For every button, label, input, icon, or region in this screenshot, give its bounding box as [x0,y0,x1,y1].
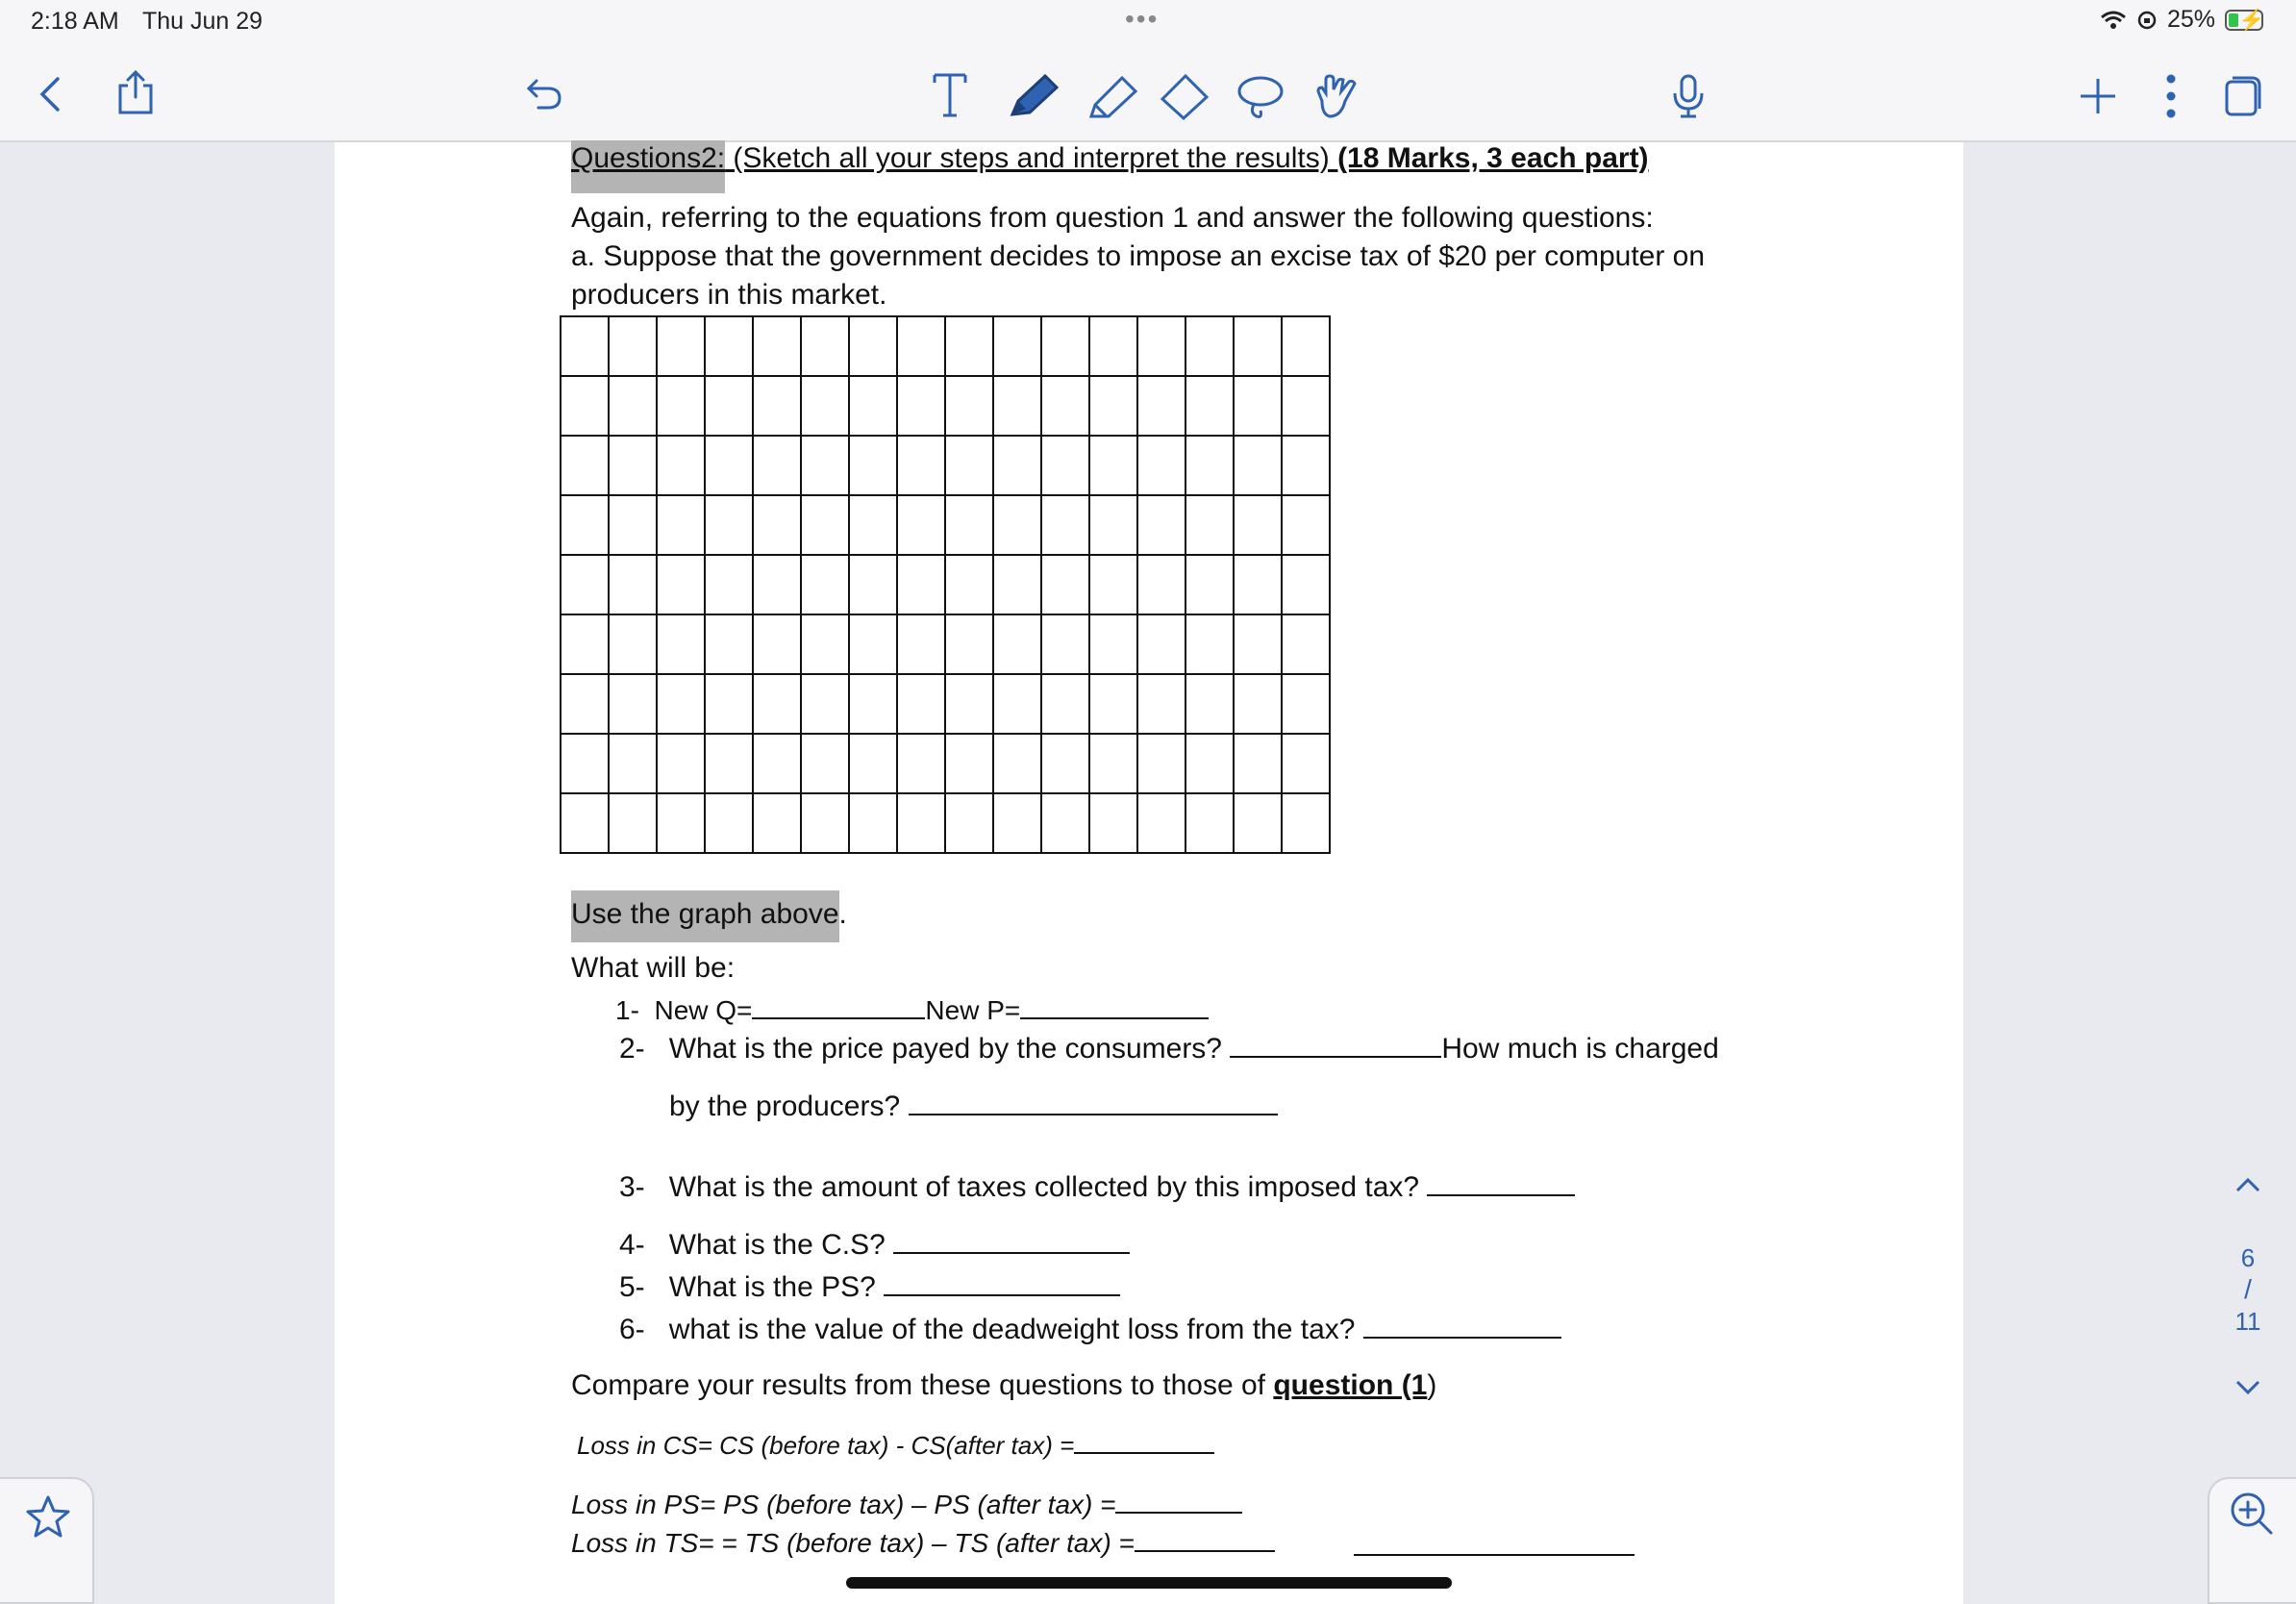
grid-cell[interactable] [1137,614,1185,674]
grid-cell[interactable] [801,376,849,436]
grid-row [561,495,1330,555]
grid-cell[interactable] [1089,436,1137,495]
grid-cell[interactable] [561,555,609,614]
grid-cell[interactable] [1185,674,1234,734]
grid-cell[interactable] [1041,436,1089,495]
orientation-lock-icon [2136,10,2158,31]
grid-cell[interactable] [1282,793,1330,853]
grid-cell[interactable] [657,614,705,674]
grid-cell[interactable] [705,436,753,495]
grid-cell[interactable] [1089,793,1137,853]
grid-cell[interactable] [561,436,609,495]
add-icon[interactable] [2077,75,2119,117]
grid-cell[interactable] [705,793,753,853]
grid-cell[interactable] [1282,734,1330,793]
grid-cell[interactable] [657,376,705,436]
grid-cell[interactable] [801,436,849,495]
grid-cell[interactable] [1234,734,1282,793]
grid-cell[interactable] [705,376,753,436]
grid-cell[interactable] [1185,793,1234,853]
grid-cell[interactable] [897,614,945,674]
pages-icon[interactable] [2221,73,2263,119]
grid-cell[interactable] [849,316,897,376]
grid-cell[interactable] [993,555,1041,614]
grid-cell[interactable] [1137,734,1185,793]
lasso-icon[interactable] [1235,73,1286,123]
document-page[interactable] [335,142,1963,1604]
grid-cell[interactable] [1137,495,1185,555]
question-2: 2- What is the price payed by the consumers? How much is charged [619,1033,1719,1065]
grid-cell[interactable] [849,555,897,614]
more-icon[interactable] [2158,71,2184,121]
grid-cell[interactable] [1185,436,1234,495]
grid-cell[interactable] [897,376,945,436]
loss-cs-answer[interactable] [1074,1431,1214,1454]
question-heading [571,142,1649,175]
grid-cell[interactable] [1234,793,1282,853]
grid-cell[interactable] [897,734,945,793]
status-date: Thu Jun 29 [142,8,263,35]
highlighter-icon[interactable] [1085,71,1140,121]
grid-cell[interactable] [657,495,705,555]
grid-cell[interactable] [1185,614,1234,674]
grid-cell[interactable] [1185,555,1234,614]
loss-ts-answer[interactable] [1135,1525,1275,1552]
grid-cell[interactable] [1041,376,1089,436]
grid-cell[interactable] [561,495,609,555]
grid-cell[interactable] [1282,495,1330,555]
grid-cell[interactable] [657,734,705,793]
grid-cell[interactable] [1089,376,1137,436]
status-time: 2:18 AM [31,8,119,35]
grid-cell[interactable] [561,793,609,853]
grid-cell[interactable] [609,495,657,555]
grid-cell[interactable] [1137,674,1185,734]
eraser-icon[interactable] [1158,71,1211,121]
compare-line: Compare your results from these questions to those of question (1) [571,1369,1437,1401]
grid-cell[interactable] [1282,376,1330,436]
grid-cell[interactable] [1041,555,1089,614]
new-p-answer[interactable] [1020,992,1209,1019]
grid-cell[interactable] [1234,555,1282,614]
grid-cell[interactable] [705,734,753,793]
grid-row [561,436,1330,495]
question-2-cont: by the producers? [669,1089,1278,1123]
grid-cell[interactable] [753,376,801,436]
grid-row [561,793,1330,853]
question-5: 5- What is the PS? [619,1269,1120,1304]
grid-cell[interactable] [897,793,945,853]
grid-cell[interactable] [897,436,945,495]
loss-ps-answer[interactable] [1115,1487,1242,1514]
grid-cell[interactable] [753,316,801,376]
grid-cell[interactable] [945,316,993,376]
grid-cell[interactable] [945,376,993,436]
use-graph-highlighted: Use the graph above [571,890,839,942]
grid-cell[interactable] [1234,495,1282,555]
grid-cell[interactable] [945,436,993,495]
grid-cell[interactable] [1137,793,1185,853]
deadweight-loss-answer[interactable] [1363,1312,1561,1339]
grid-cell[interactable] [801,495,849,555]
grid-cell[interactable] [1185,734,1234,793]
loss-ps-line: Loss in PS= PS (before tax) – PS (after tax) = [571,1487,1242,1520]
grid-cell[interactable] [753,674,801,734]
grid-cell[interactable] [705,674,753,734]
heading-marks: (18 Marks, 3 each part) [1337,142,1649,174]
grid-cell[interactable] [993,674,1041,734]
grid-cell[interactable] [945,614,993,674]
grid-cell[interactable] [1234,376,1282,436]
grid-cell[interactable] [897,555,945,614]
grid-cell[interactable] [1234,674,1282,734]
back-icon[interactable] [33,75,67,113]
grid-cell[interactable] [705,555,753,614]
heading-highlighted: Questions2: [571,140,725,193]
zoom-rail [2208,1477,2296,1604]
grid-cell[interactable] [1041,734,1089,793]
grid-cell[interactable] [1041,316,1089,376]
battery-icon: ⚡ [2225,10,2263,31]
grid-cell[interactable] [801,614,849,674]
grid-cell[interactable] [561,614,609,674]
grid-cell[interactable] [609,793,657,853]
grid-cell[interactable] [753,436,801,495]
grid-cell[interactable] [945,674,993,734]
grid-cell[interactable] [1185,316,1234,376]
grid-cell[interactable] [1089,674,1137,734]
grid-cell[interactable] [801,793,849,853]
undo-icon[interactable] [523,75,565,113]
grid-cell[interactable] [561,674,609,734]
question-6: 6- what is the value of the deadweight loss from the tax? [619,1312,1561,1346]
grid-cell[interactable] [1041,614,1089,674]
grid-cell[interactable] [945,495,993,555]
grid-cell[interactable] [801,555,849,614]
question-4: 4- What is the C.S? [619,1227,1130,1262]
grid-cell[interactable] [609,316,657,376]
ps-answer[interactable] [884,1269,1120,1296]
grid-cell[interactable] [705,316,753,376]
cs-answer[interactable] [893,1227,1130,1254]
grid-cell[interactable] [1234,316,1282,376]
share-icon[interactable] [113,67,158,117]
use-graph-instruction: Use the graph above. [571,890,847,942]
grid-cell[interactable] [945,793,993,853]
grid-cell[interactable] [897,674,945,734]
new-q-answer[interactable] [752,992,925,1019]
grid-cell[interactable] [801,734,849,793]
grid-cell[interactable] [609,674,657,734]
producer-price-answer[interactable] [909,1089,1278,1115]
multitasking-dots-icon[interactable]: ••• [1125,4,1160,34]
grid-row [561,614,1330,674]
grid-cell[interactable] [1282,555,1330,614]
favorite-rail [0,1477,94,1604]
grid-cell[interactable] [1185,376,1234,436]
graph-grid[interactable] [560,315,1331,854]
heading-instructions: (Sketch all your steps and interpret the results) [725,142,1338,174]
grid-cell[interactable] [993,436,1041,495]
microphone-icon[interactable] [1669,71,1708,121]
consumer-price-answer[interactable] [1230,1031,1441,1058]
extra-answer-line[interactable] [1354,1529,1635,1556]
grid-cell[interactable] [1089,734,1137,793]
grid-cell[interactable] [897,316,945,376]
grid-cell[interactable] [849,734,897,793]
grid-cell[interactable] [993,376,1041,436]
grid-cell[interactable] [1041,793,1089,853]
page-navigator [2217,1175,2279,1404]
next-page-icon[interactable] [2234,1378,2262,1397]
grid-cell[interactable] [657,793,705,853]
grid-cell[interactable] [609,734,657,793]
grid-row [561,376,1330,436]
grid-cell[interactable] [609,436,657,495]
grid-cell[interactable] [705,614,753,674]
grid-cell[interactable] [609,376,657,436]
grid-cell[interactable] [657,674,705,734]
grid-cell[interactable] [561,376,609,436]
pen-icon[interactable] [1006,71,1061,121]
zoom-in-icon[interactable] [2229,1491,2275,1537]
tax-revenue-answer[interactable] [1427,1169,1575,1196]
current-page-number: 6 [2240,1243,2256,1272]
grid-cell[interactable] [1041,495,1089,555]
hand-pointer-icon[interactable] [1311,71,1360,121]
grid-cell[interactable] [1185,495,1234,555]
intro-line-2: a. Suppose that the government decides to impose an excise tax of $20 per computer on [571,240,1706,272]
grid-cell[interactable] [849,614,897,674]
star-icon[interactable] [25,1494,71,1539]
intro-line-3: producers in this market. [571,279,887,311]
what-will-be: What will be: [571,952,736,984]
total-pages: 11 [2234,1307,2261,1336]
grid-cell[interactable] [1282,674,1330,734]
grid-cell[interactable] [609,614,657,674]
grid-cell[interactable] [753,555,801,614]
grid-cell[interactable] [705,495,753,555]
grid-cell[interactable] [1089,614,1137,674]
home-indicator[interactable] [846,1577,1452,1589]
grid-cell[interactable] [849,793,897,853]
grid-cell[interactable] [1137,316,1185,376]
grid-cell[interactable] [657,555,705,614]
grid-cell[interactable] [1041,674,1089,734]
grid-cell[interactable] [609,555,657,614]
wifi-icon [2100,10,2127,31]
grid-cell[interactable] [753,614,801,674]
grid-cell[interactable] [897,495,945,555]
grid-cell[interactable] [849,495,897,555]
grid-cell[interactable] [1282,614,1330,674]
status-indicators [2100,6,2263,34]
grid-cell[interactable] [1089,555,1137,614]
grid-cell[interactable] [993,734,1041,793]
grid-cell[interactable] [753,495,801,555]
grid-cell[interactable] [1137,376,1185,436]
grid-cell[interactable] [753,734,801,793]
text-tool-icon[interactable] [929,67,971,121]
grid-cell[interactable] [993,614,1041,674]
loss-ts-line: Loss in TS= = TS (before tax) – TS (after tax) = [571,1525,1275,1559]
grid-cell[interactable] [849,436,897,495]
grid-cell[interactable] [561,734,609,793]
grid-cell[interactable] [1137,436,1185,495]
grid-cell[interactable] [849,674,897,734]
grid-cell[interactable] [1234,436,1282,495]
grid-cell[interactable] [801,674,849,734]
grid-cell[interactable] [753,793,801,853]
loss-cs-line: Loss in CS= CS (before tax) - CS(after tax) = [577,1431,1214,1461]
grid-cell[interactable] [849,376,897,436]
grid-row [561,734,1330,793]
intro-line-1: Again, referring to the equations from question 1 and answer the following questions: [571,202,1654,234]
grid-cell[interactable] [993,495,1041,555]
previous-page-icon[interactable] [2234,1175,2262,1194]
grid-cell[interactable] [657,316,705,376]
grid-cell[interactable] [801,316,849,376]
question-1: 1- New Q= New P= [615,992,1209,1026]
grid-cell[interactable] [1137,555,1185,614]
toolbar [0,46,2296,142]
grid-row [561,555,1330,614]
grid-cell[interactable] [1089,495,1137,555]
grid-cell[interactable] [1234,614,1282,674]
grid-cell[interactable] [1282,316,1330,376]
grid-cell[interactable] [945,555,993,614]
status-bar [0,0,2296,46]
page-separator: / [2244,1274,2252,1304]
battery-percent: 25% [2166,6,2215,33]
grid-cell[interactable] [657,436,705,495]
grid-cell[interactable] [561,316,609,376]
grid-row [561,316,1330,376]
question-3: 3- What is the amount of taxes collected by this imposed tax? [619,1169,1575,1204]
grid-cell[interactable] [993,793,1041,853]
grid-cell[interactable] [1089,316,1137,376]
grid-cell[interactable] [945,734,993,793]
grid-cell[interactable] [993,316,1041,376]
grid-row [561,674,1330,734]
grid-cell[interactable] [1282,436,1330,495]
